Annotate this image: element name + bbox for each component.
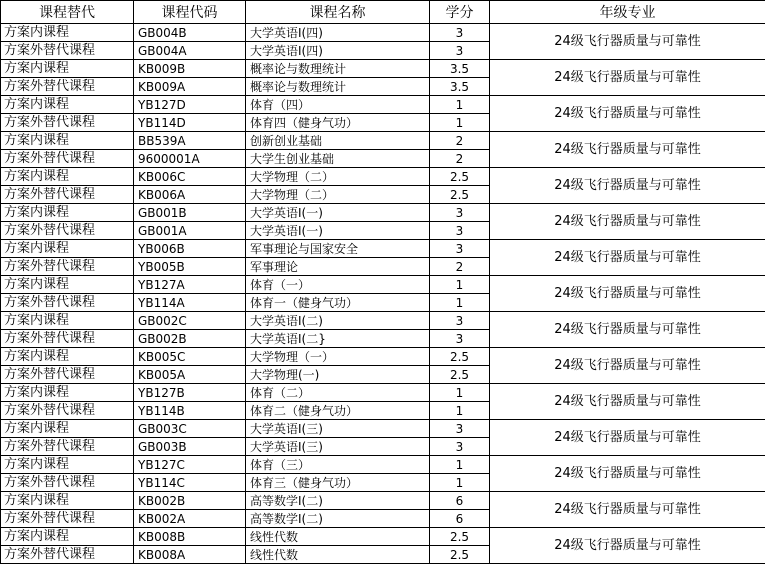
course-code-cell: YB006B <box>134 240 246 258</box>
course-code-cell: GB003B <box>134 438 246 456</box>
course-code-cell: KB006A <box>134 186 246 204</box>
course-code-cell: GB004B <box>134 24 246 42</box>
type-cell: 方案外替代课程 <box>1 510 134 528</box>
type-cell: 方案外替代课程 <box>1 546 134 564</box>
table-row <box>1 420 765 438</box>
type-cell: 方案外替代课程 <box>1 366 134 384</box>
course-name-cell: 体育三（健身气功） <box>246 474 430 492</box>
type-cell: 方案外替代课程 <box>1 78 134 96</box>
course-code-cell: GB001B <box>134 204 246 222</box>
course-name-cell: 军事理论与国家安全 <box>246 240 430 258</box>
course-code-cell: KB002B <box>134 492 246 510</box>
header-course-name: 课程名称 <box>246 1 430 24</box>
course-name-cell: 大学英语I(二} <box>246 330 430 348</box>
course-code-cell: KB002A <box>134 510 246 528</box>
course-code-cell: GB003C <box>134 420 246 438</box>
type-cell: 方案内课程 <box>1 456 134 474</box>
table-row <box>1 240 765 258</box>
credit-cell: 1 <box>430 456 490 474</box>
credit-cell: 1 <box>430 96 490 114</box>
course-name-cell: 大学生创业基础 <box>246 150 430 168</box>
credit-cell: 1 <box>430 276 490 294</box>
course-name-cell: 大学英语Ⅰ(三) <box>246 438 430 456</box>
type-cell: 方案内课程 <box>1 132 134 150</box>
type-cell: 方案内课程 <box>1 384 134 402</box>
course-code-cell: KB005C <box>134 348 246 366</box>
table-row <box>1 24 765 42</box>
course-name-cell: 高等数学Ⅰ(二) <box>246 492 430 510</box>
course-code-cell: GB004A <box>134 42 246 60</box>
table-row <box>1 456 765 474</box>
type-cell: 方案内课程 <box>1 204 134 222</box>
credit-cell: 3 <box>430 438 490 456</box>
grade-major-cell: 24级飞行器质量与可靠性 <box>490 384 765 420</box>
grade-major-cell: 24级飞行器质量与可靠性 <box>490 312 765 348</box>
course-name-cell: 大学英语Ⅰ(三) <box>246 420 430 438</box>
course-code-cell: KB006C <box>134 168 246 186</box>
type-cell: 方案外替代课程 <box>1 150 134 168</box>
credit-cell: 3 <box>430 24 490 42</box>
header-credit: 学分 <box>430 1 490 24</box>
type-cell: 方案内课程 <box>1 312 134 330</box>
credit-cell: 3.5 <box>430 78 490 96</box>
credit-cell: 2 <box>430 150 490 168</box>
type-cell: 方案内课程 <box>1 420 134 438</box>
type-cell: 方案内课程 <box>1 492 134 510</box>
course-name-cell: 体育（一） <box>246 276 430 294</box>
course-code-cell: BB539A <box>134 132 246 150</box>
credit-cell: 2.5 <box>430 528 490 546</box>
table-row <box>1 528 765 546</box>
type-cell: 方案外替代课程 <box>1 186 134 204</box>
course-name-cell: 大学英语Ⅰ(一) <box>246 204 430 222</box>
table-row <box>1 276 765 294</box>
header-row <box>1 1 765 24</box>
credit-cell: 3 <box>430 312 490 330</box>
course-code-cell: KB005A <box>134 366 246 384</box>
course-name-cell: 大学英语Ⅰ(二) <box>246 312 430 330</box>
credit-cell: 1 <box>430 402 490 420</box>
credit-cell: 3 <box>430 222 490 240</box>
grade-major-cell: 24级飞行器质量与可靠性 <box>490 204 765 240</box>
course-name-cell: 创新创业基础 <box>246 132 430 150</box>
table-row <box>1 96 765 114</box>
credit-cell: 2 <box>430 258 490 276</box>
table-row <box>1 312 765 330</box>
header-substitution: 课程替代 <box>1 1 134 24</box>
credit-cell: 2.5 <box>430 546 490 564</box>
course-name-cell: 概率论与数理统计 <box>246 78 430 96</box>
type-cell: 方案外替代课程 <box>1 258 134 276</box>
grade-major-cell: 24级飞行器质量与可靠性 <box>490 60 765 96</box>
type-cell: 方案内课程 <box>1 528 134 546</box>
grade-major-cell: 24级飞行器质量与可靠性 <box>490 276 765 312</box>
course-name-cell: 大学物理（一） <box>246 348 430 366</box>
type-cell: 方案内课程 <box>1 24 134 42</box>
credit-cell: 1 <box>430 384 490 402</box>
grade-major-cell: 24级飞行器质量与可靠性 <box>490 492 765 528</box>
course-name-cell: 大学物理（二） <box>246 186 430 204</box>
type-cell: 方案外替代课程 <box>1 474 134 492</box>
course-code-cell: 9600001A <box>134 150 246 168</box>
table-row <box>1 204 765 222</box>
grade-major-cell: 24级飞行器质量与可靠性 <box>490 456 765 492</box>
course-name-cell: 大学英语Ⅰ(四) <box>246 24 430 42</box>
table-row <box>1 168 765 186</box>
header-course-code: 课程代码 <box>134 1 246 24</box>
course-code-cell: YB127D <box>134 96 246 114</box>
grade-major-cell: 24级飞行器质量与可靠性 <box>490 132 765 168</box>
course-name-cell: 大学物理(一) <box>246 366 430 384</box>
table-row <box>1 60 765 78</box>
type-cell: 方案内课程 <box>1 348 134 366</box>
credit-cell: 3 <box>430 420 490 438</box>
course-code-cell: YB114D <box>134 114 246 132</box>
grade-major-cell: 24级飞行器质量与可靠性 <box>490 24 765 60</box>
credit-cell: 6 <box>430 492 490 510</box>
header-grade-major: 年级专业 <box>490 1 765 24</box>
credit-cell: 6 <box>430 510 490 528</box>
grade-major-cell: 24级飞行器质量与可靠性 <box>490 528 765 564</box>
course-code-cell: KB009A <box>134 78 246 96</box>
grade-major-cell: 24级飞行器质量与可靠性 <box>490 348 765 384</box>
credit-cell: 3 <box>430 330 490 348</box>
credit-cell: 2.5 <box>430 366 490 384</box>
course-name-cell: 线性代数 <box>246 546 430 564</box>
course-name-cell: 概率论与数理统计 <box>246 60 430 78</box>
course-code-cell: KB008B <box>134 528 246 546</box>
course-name-cell: 体育四（健身气功） <box>246 114 430 132</box>
credit-cell: 3.5 <box>430 60 490 78</box>
course-code-cell: YB114C <box>134 474 246 492</box>
type-cell: 方案内课程 <box>1 96 134 114</box>
type-cell: 方案外替代课程 <box>1 222 134 240</box>
table-row <box>1 384 765 402</box>
course-name-cell: 体育二（健身气功） <box>246 402 430 420</box>
course-code-cell: YB005B <box>134 258 246 276</box>
type-cell: 方案外替代课程 <box>1 402 134 420</box>
table-row <box>1 492 765 510</box>
type-cell: 方案内课程 <box>1 276 134 294</box>
grade-major-cell: 24级飞行器质量与可靠性 <box>490 420 765 456</box>
course-name-cell: 军事理论 <box>246 258 430 276</box>
table-body <box>1 24 765 564</box>
course-code-cell: YB114A <box>134 294 246 312</box>
course-name-cell: 体育（二） <box>246 384 430 402</box>
table-row <box>1 132 765 150</box>
course-code-cell: GB001A <box>134 222 246 240</box>
type-cell: 方案外替代课程 <box>1 42 134 60</box>
course-name-cell: 大学英语I(四) <box>246 42 430 60</box>
type-cell: 方案内课程 <box>1 168 134 186</box>
credit-cell: 2.5 <box>430 348 490 366</box>
credit-cell: 3 <box>430 42 490 60</box>
credit-cell: 2.5 <box>430 168 490 186</box>
credit-cell: 3 <box>430 204 490 222</box>
type-cell: 方案外替代课程 <box>1 330 134 348</box>
course-name-cell: 体育一（健身气功） <box>246 294 430 312</box>
grade-major-cell: 24级飞行器质量与可靠性 <box>490 240 765 276</box>
credit-cell: 1 <box>430 294 490 312</box>
type-cell: 方案内课程 <box>1 240 134 258</box>
type-cell: 方案外替代课程 <box>1 294 134 312</box>
course-code-cell: YB127A <box>134 276 246 294</box>
type-cell: 方案外替代课程 <box>1 114 134 132</box>
type-cell: 方案外替代课程 <box>1 438 134 456</box>
course-code-cell: GB002C <box>134 312 246 330</box>
credit-cell: 2 <box>430 132 490 150</box>
credit-cell: 1 <box>430 114 490 132</box>
credit-cell: 1 <box>430 474 490 492</box>
course-code-cell: YB127B <box>134 384 246 402</box>
course-code-cell: KB009B <box>134 60 246 78</box>
course-code-cell: YB127C <box>134 456 246 474</box>
course-code-cell: YB114B <box>134 402 246 420</box>
course-name-cell: 体育（四） <box>246 96 430 114</box>
type-cell: 方案内课程 <box>1 60 134 78</box>
course-name-cell: 大学物理（二） <box>246 168 430 186</box>
course-code-cell: KB008A <box>134 546 246 564</box>
table-row <box>1 348 765 366</box>
credit-cell: 3 <box>430 240 490 258</box>
credit-cell: 2.5 <box>430 186 490 204</box>
course-name-cell: 线性代数 <box>246 528 430 546</box>
course-code-cell: GB002B <box>134 330 246 348</box>
grade-major-cell: 24级飞行器质量与可靠性 <box>490 168 765 204</box>
course-name-cell: 大学英语Ⅰ(一) <box>246 222 430 240</box>
course-name-cell: 体育（三） <box>246 456 430 474</box>
course-name-cell: 高等数学Ⅰ(二) <box>246 510 430 528</box>
grade-major-cell: 24级飞行器质量与可靠性 <box>490 96 765 132</box>
